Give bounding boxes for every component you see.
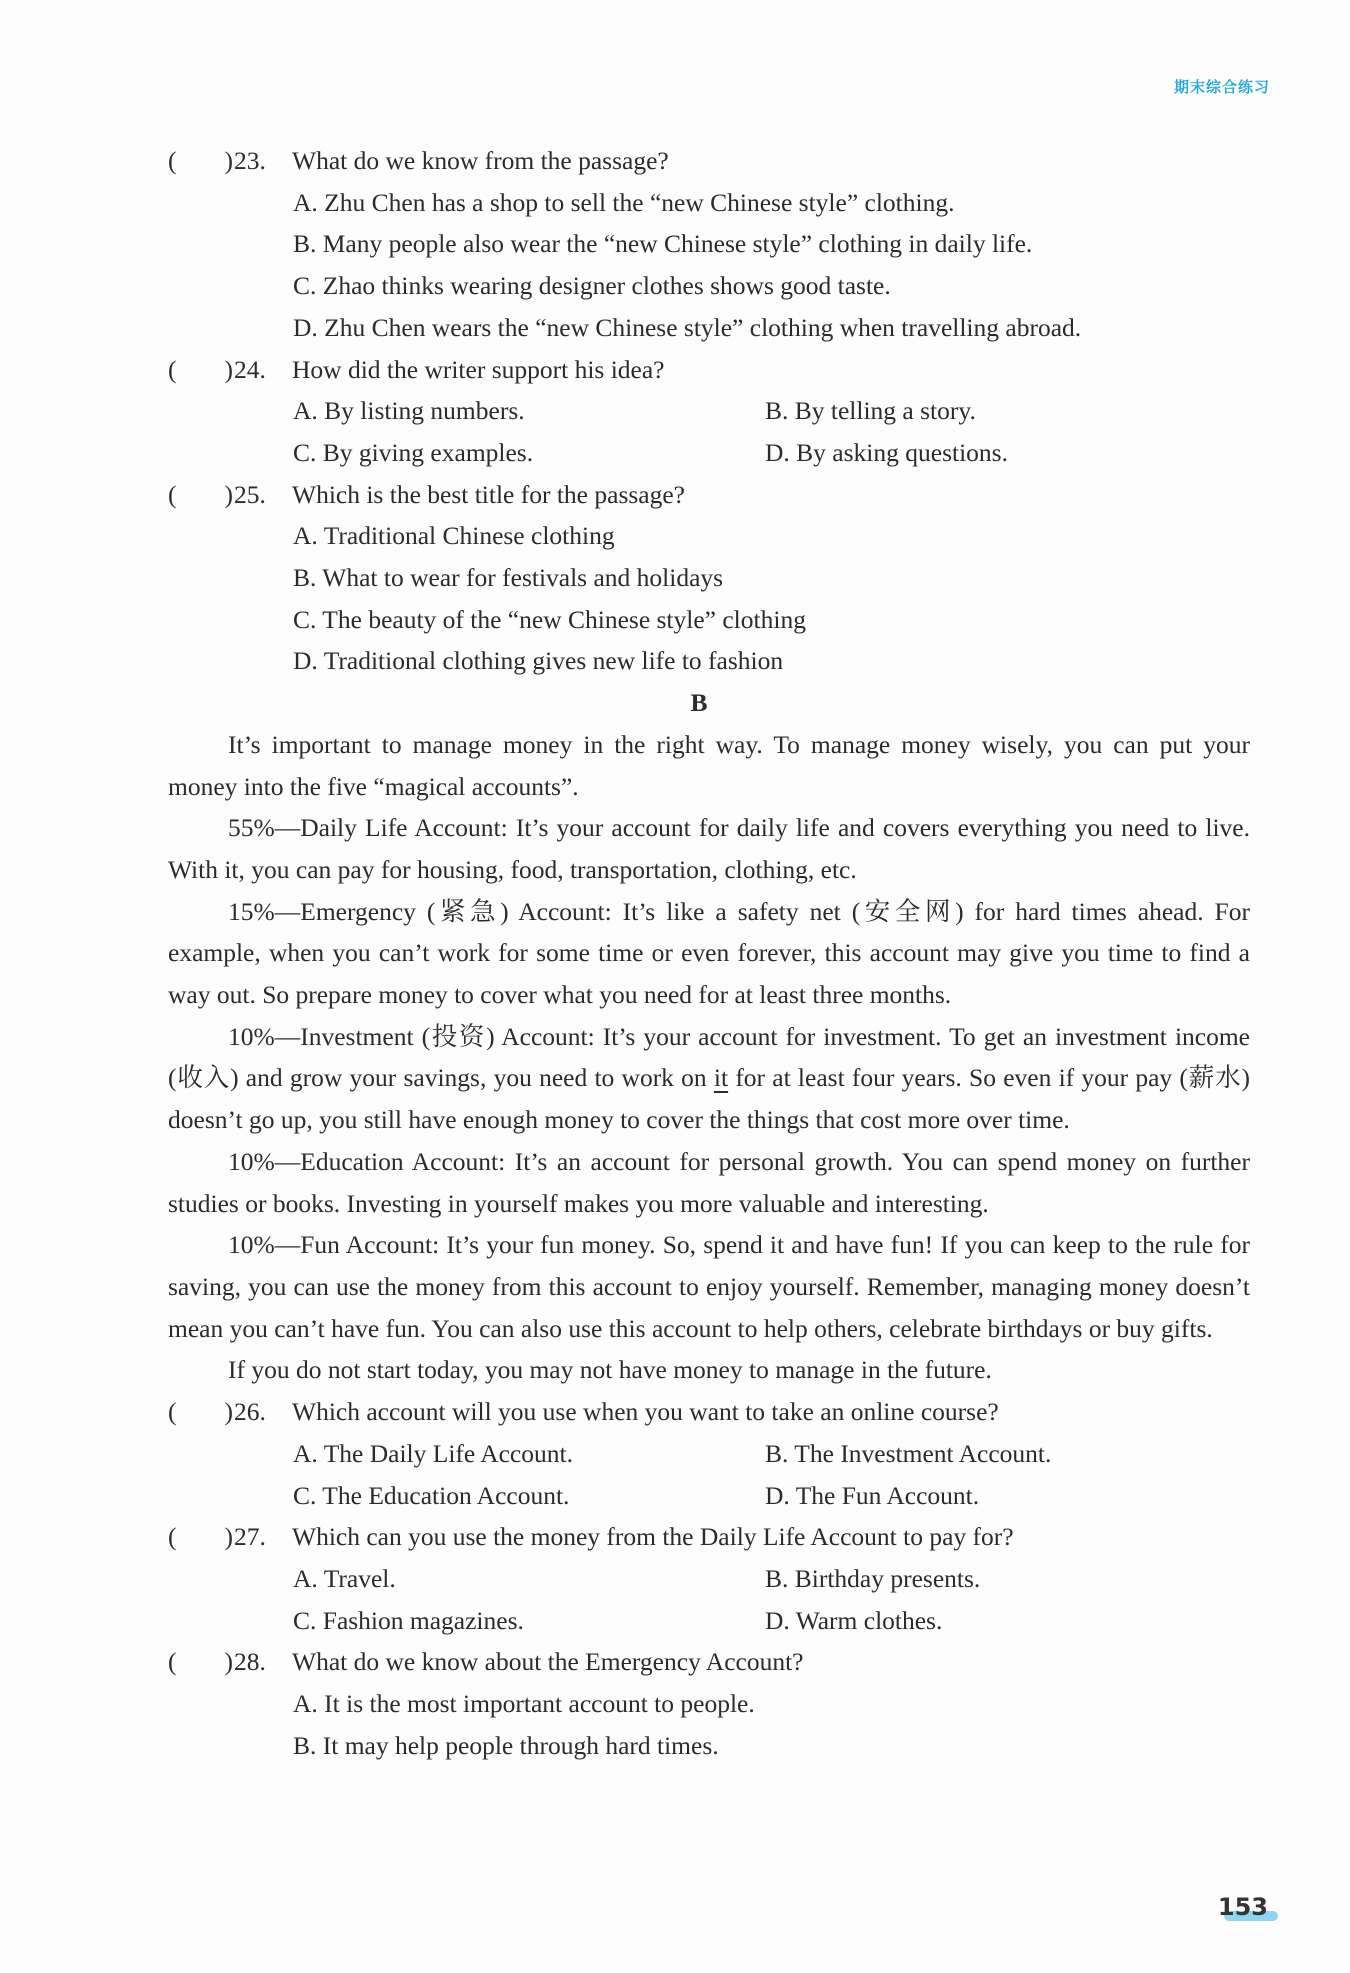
question-28 [168,1641,1250,1766]
answer-blank[interactable]: ( ) [168,479,233,509]
option-row [168,1433,1250,1475]
option-a: A. Traditional Chinese clothing [293,521,615,551]
option-c: C. By giving examples. [293,437,534,467]
question-text: Which can you use the money from the Daily Life Account to pay for? [292,1522,1014,1552]
option-row [168,1558,1250,1600]
question-text: How did the writer support his idea? [292,354,665,384]
question-line [168,1391,1250,1433]
question-number: 25. [234,479,266,509]
question-line [168,1516,1250,1558]
question-27 [168,1516,1250,1641]
question-number: 28. [234,1647,266,1677]
passage-paragraph-investment [168,1016,1250,1141]
page-number: 153 [1217,1893,1268,1921]
underlined-word: it [713,1063,729,1093]
question-text: What do we know about the Emergency Account? [292,1647,804,1677]
option-c: C. The Education Account. [293,1480,570,1510]
option-a: A. Travel. [293,1563,396,1593]
option-a: A. It is the most important account to people. [293,1689,755,1719]
answer-blank[interactable]: ( ) [168,146,233,175]
option-row [168,390,1250,432]
option-a: A. The Daily Life Account. [293,1438,573,1468]
question-number: 24. [234,354,266,384]
answer-blank[interactable]: ( ) [168,1647,233,1677]
question-24 [168,349,1250,474]
question-text: What do we know from the passage? [292,146,669,175]
question-text: Which account will you use when you want to take an online course? [292,1397,999,1427]
answer-blank[interactable]: ( ) [168,354,233,384]
question-number: 23. [234,146,266,175]
passage-paragraph: It’s important to manage money in the right way. To manage money wisely, you can put your money into the five “magical accounts”. [168,729,1250,801]
answer-blank[interactable]: ( ) [168,1397,233,1427]
option-b: B. Many people also wear the “new Chinese style” clothing in daily life. [293,229,1033,259]
investment-text-before: 10%—Investment (投资) Account: It’s your account for investment. To get an investment income (收入) and grow your savings, you need to work on [168,1021,1250,1093]
option-d: D. Traditional clothing gives new life to fashion [293,646,784,676]
passage-paragraph: 10%—Fun Account: It’s your fun money. So, spend it and have fun! If you can keep to the rule for saving, you can use the money from this account to enjoy yourself. Remember, managing money doesn’t mean you can’t have fun. You can also use this account to help others, celebrate birthdays or buy gifts. [168,1230,1250,1343]
option-row [168,1475,1250,1517]
option-b: B. What to wear for festivals and holidays [293,563,724,593]
option-b: B. By telling a story. [765,396,976,426]
option-b: B. The Investment Account. [765,1438,1052,1468]
question-line [168,349,1250,391]
question-number: 26. [234,1397,266,1427]
passage-paragraph: If you do not start today, you may not have money to manage in the future. [228,1355,992,1385]
option-b: B. Birthday presents. [765,1563,981,1593]
question-line [168,474,1250,516]
question-text: Which is the best title for the passage? [292,479,685,509]
option-d: D. Warm clothes. [765,1605,943,1635]
option-c: C. Fashion magazines. [293,1605,524,1635]
question-number: 27. [234,1522,266,1552]
page-header-title: 期末综合练习 [1173,78,1270,96]
option-a: A. By listing numbers. [293,396,525,426]
passage-paragraph: 10%—Education Account: It’s an account for personal growth. You can spend money on further studies or books. Investing in yourself makes you more valuable and interesting. [168,1146,1250,1218]
option-d: D. The Fun Account. [765,1480,980,1510]
option-c: C. The beauty of the “new Chinese style” clothing [293,604,806,634]
option-d: D. Zhu Chen wears the “new Chinese style” clothing when travelling abroad. [293,312,1082,342]
question-line [168,140,1250,182]
question-23 [168,140,1250,349]
option-row [168,1600,1250,1642]
option-a: A. Zhu Chen has a shop to sell the “new Chinese style” clothing. [293,187,955,217]
answer-blank[interactable]: ( ) [168,1522,233,1552]
passage-paragraph: 15%—Emergency (紧急) Account: It’s like a safety net (安全网) for hard times ahead. For example, when you can’t work for some time or even forever, this account may give you time to find a way out. So prepare money to cover what you need for at least three months. [168,896,1250,1010]
passage-paragraph: 55%—Daily Life Account: It’s your account for daily life and covers everything you need to live. With it, you can pay for housing, food, transportation, clothing, etc. [168,813,1250,884]
question-26 [168,1391,1250,1516]
question-25 [168,474,1250,683]
option-row [168,432,1250,474]
option-c: C. Zhao thinks wearing designer clothes shows good taste. [293,271,891,301]
section-b-title: B [690,688,708,718]
page-content [168,140,1250,1766]
option-b: B. It may help people through hard times. [293,1730,719,1760]
investment-text-after: for at least four years. So even if your pay (薪水) doesn’t go up, you still have enough money to cover the things that cost more over time. [168,1063,1250,1135]
option-d: D. By asking questions. [765,437,1008,467]
question-line [168,1641,1250,1683]
